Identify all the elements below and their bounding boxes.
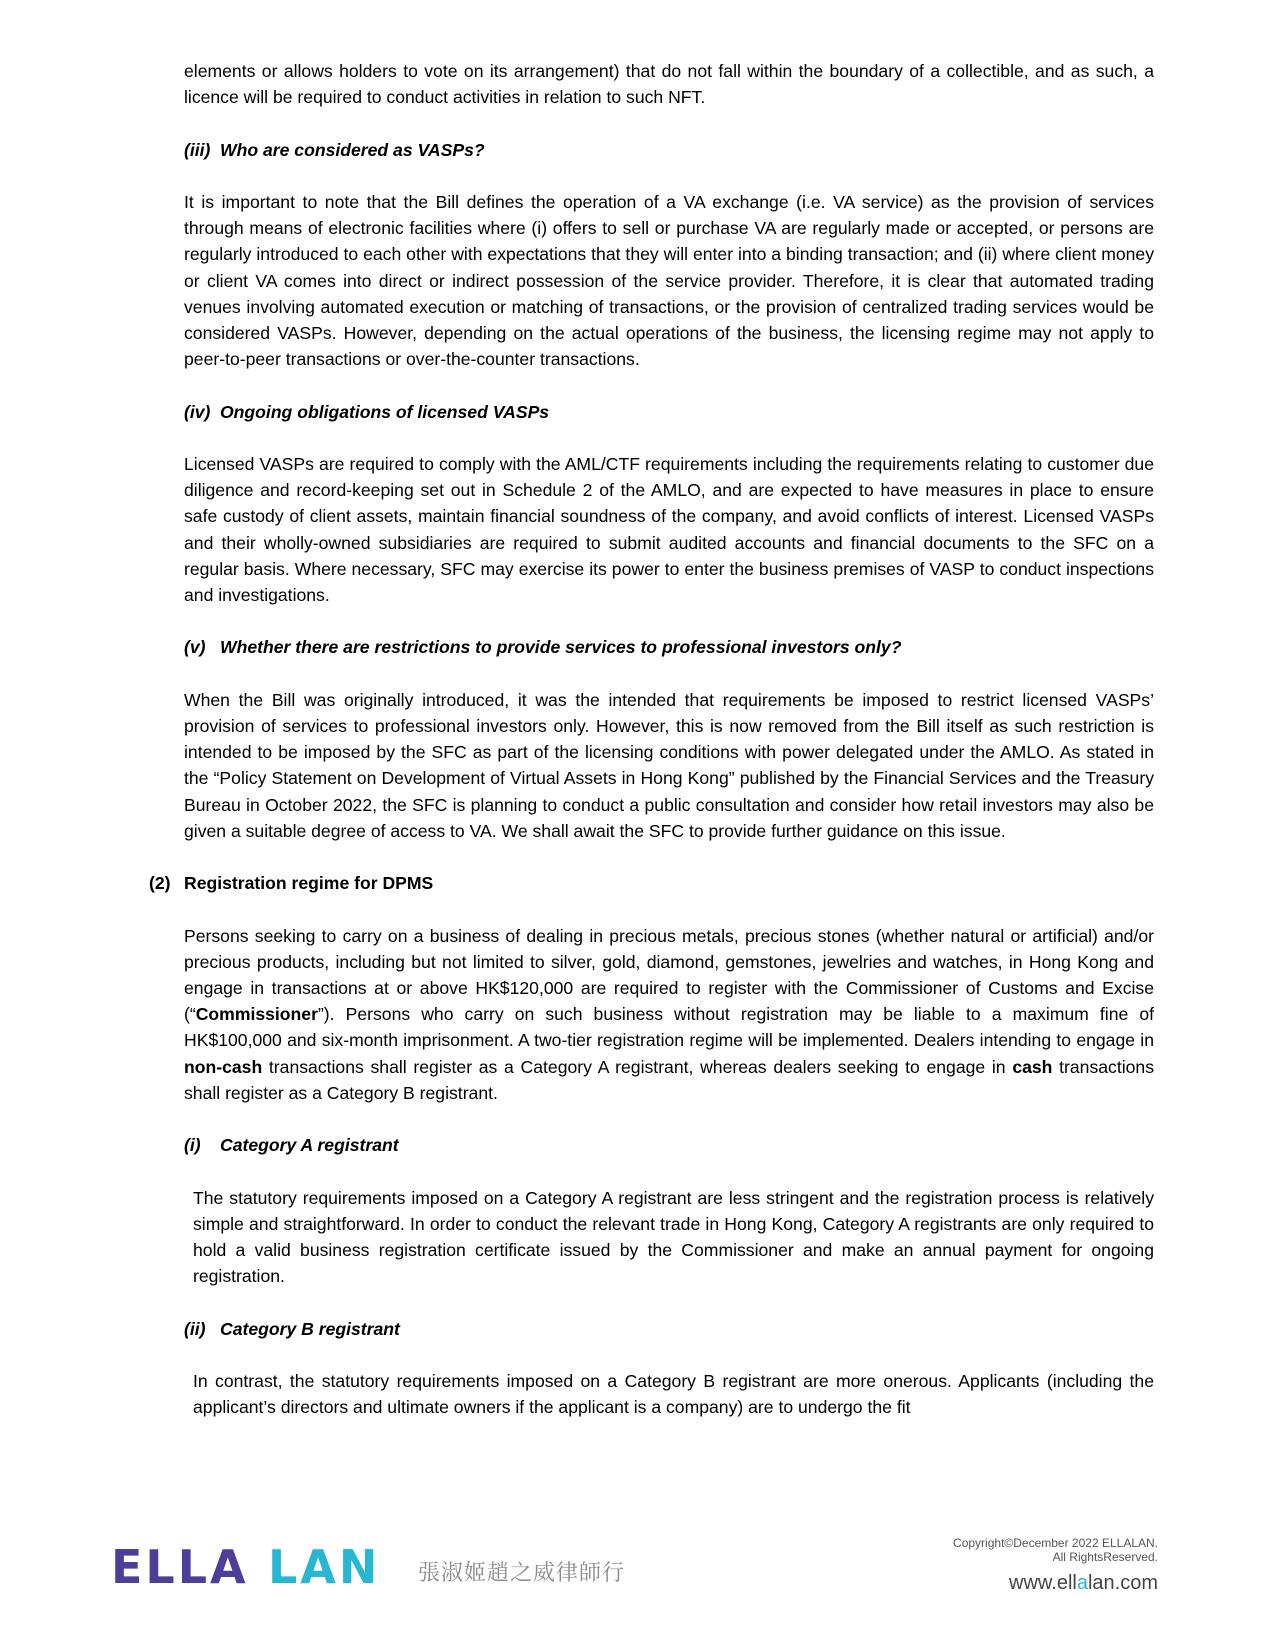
heading-number: (iv) bbox=[184, 401, 211, 422]
heading-title: Whether there are restrictions to provide services to professional investors only? bbox=[220, 637, 902, 658]
bold-term-non-cash: non-cash bbox=[184, 1056, 263, 1077]
paragraph-category-a: The statutory requirements imposed on a Category A registrant are less stringent and the registration process is relatively simple and straightforward. In order to conduct the relevant trade in Hong Kong, Category A registrants are only required to hold a valid business registration certificate issued by the Commissioner and make an annual payment for ongoing registration. bbox=[193, 1187, 1154, 1287]
text-run: ”). Persons who carry on such business without registration may be liable to a maximum fine of HK$100,000 and six-month imprisonment. A two-tier registration regime will be implemented. Dealers intending to engage in bbox=[184, 1004, 1154, 1051]
heading-title: Category B registrant bbox=[220, 1318, 400, 1339]
paragraph-nft-continuation: elements or allows holders to vote on its arrangement) that do not fall within the boundary of a collectible, and as such, a licence will be required to conduct activities in relation to such NFT. bbox=[184, 61, 1154, 108]
heading-title: Who are considered as VASPs? bbox=[220, 139, 485, 160]
heading-title: Category A registrant bbox=[220, 1135, 399, 1156]
bold-term-cash: cash bbox=[1012, 1056, 1053, 1077]
page-footer bbox=[0, 1530, 1275, 1610]
heading-title: Ongoing obligations of licensed VASPs bbox=[220, 401, 550, 422]
heading-dpms-registration bbox=[149, 870, 1154, 896]
copyright-line-1: Copyright©December 2022 ELLALAN. bbox=[953, 1536, 1158, 1550]
heading-number: (2) bbox=[149, 873, 171, 894]
text-run: transactions shall register as a Category A registrant, whereas dealers seeking to engage in bbox=[262, 1056, 1013, 1077]
heading-professional-investors bbox=[184, 634, 1154, 660]
website-link[interactable] bbox=[1009, 1572, 1158, 1595]
ellalan-logo-part1: ELLA bbox=[111, 1540, 249, 1594]
paragraph-professional-investors: When the Bill was originally introduced, it was the intended that requirements be imposed to restrict licensed VASPs’ provision of services to professional investors only. However, this is now removed from the Bill itself as such restriction is intended to be imposed by the SFC as part of the licensing conditions with power delegated under the AMLO. As stated in the “Policy Statement on Development of Virtual Assets in Hong Kong” published by the Financial Services and the Treasury Bureau in October 2022, the SFC is planning to conduct a public consultation and consider how retail investors may also be given a suitable degree of access to VA. We shall await the SFC to provide further guidance on this issue. bbox=[184, 689, 1154, 841]
copyright-line-2: All RightsReserved. bbox=[1052, 1550, 1158, 1564]
ellalan-logo-part2: LAN bbox=[268, 1540, 381, 1594]
firm-chinese-name: 張淑姬趙之威律師行 bbox=[418, 1561, 626, 1586]
heading-category-a bbox=[184, 1132, 1154, 1158]
heading-number: (v) bbox=[184, 637, 206, 658]
paragraph-category-b: In contrast, the statutory requirements imposed on a Category B registrant are more onerous. Applicants (including the applicant’s directors and ultimate owners if the applicant is a company) are to undergo the fit bbox=[193, 1370, 1154, 1418]
copyright-notice bbox=[953, 1536, 1158, 1564]
paragraph-vasp-definition: It is important to note that the Bill defines the operation of a VA exchange (i.e. VA service) as the provision of services through means of electronic facilities where (i) offers to sell or purchase VA are regularly made or accepted, or persons are regularly introduced to each other with expectations that they will enter into a binding transaction; and (ii) where client money or client VA comes into direct or indirect possession of the service provider. Therefore, it is clear that automated trading venues involving automated execution or matching of transactions, or the provision of centralized trading services would be considered VASPs. However, depending on the actual operations of the business, the licensing regime may not apply to peer-to-peer transactions or over-the-counter transactions. bbox=[184, 191, 1154, 370]
website-text: www.ell bbox=[1009, 1572, 1077, 1594]
heading-category-b bbox=[184, 1316, 1154, 1342]
website-accent: a bbox=[1076, 1572, 1088, 1594]
heading-number: (i) bbox=[184, 1135, 201, 1156]
text-run: transactions shall register as a Category B registrant. bbox=[184, 1056, 1154, 1103]
heading-number: (iii) bbox=[184, 139, 211, 160]
bold-term-commissioner: Commissioner bbox=[195, 1004, 318, 1025]
text-run: Persons seeking to carry on a business of dealing in precious metals, precious stones (whether natural or artificial) and/or precious products, including but not limited to silver, gold, diamond, gemstones, jewelries and watches, in Hong Kong and engage in transactions at or above HK$120,000 are required to register with the Commissioner of Customs and Excise (“ bbox=[184, 925, 1154, 1025]
heading-who-are-vasps bbox=[184, 137, 1154, 163]
paragraph-obligations: Licensed VASPs are required to comply with the AML/CTF requirements including the requirements relating to customer due diligence and record-keeping set out in Schedule 2 of the AMLO, and are expected to have measures in place to ensure safe custody of client assets, maintain financial soundness of the company, and avoid conflicts of interest. Licensed VASPs and their wholly-owned subsidiaries are required to submit audited accounts and financial documents to the SFC on a regular basis. Where necessary, SFC may exercise its power to enter the business premises of VASP to conduct inspections and investigations. bbox=[184, 453, 1154, 605]
paragraph-dpms bbox=[184, 923, 1154, 1106]
heading-title: Registration regime for DPMS bbox=[184, 873, 434, 894]
heading-number: (ii) bbox=[184, 1318, 206, 1339]
document-body bbox=[149, 58, 1154, 1420]
heading-ongoing-obligations bbox=[184, 399, 1154, 425]
website-text: lan.com bbox=[1087, 1572, 1158, 1594]
